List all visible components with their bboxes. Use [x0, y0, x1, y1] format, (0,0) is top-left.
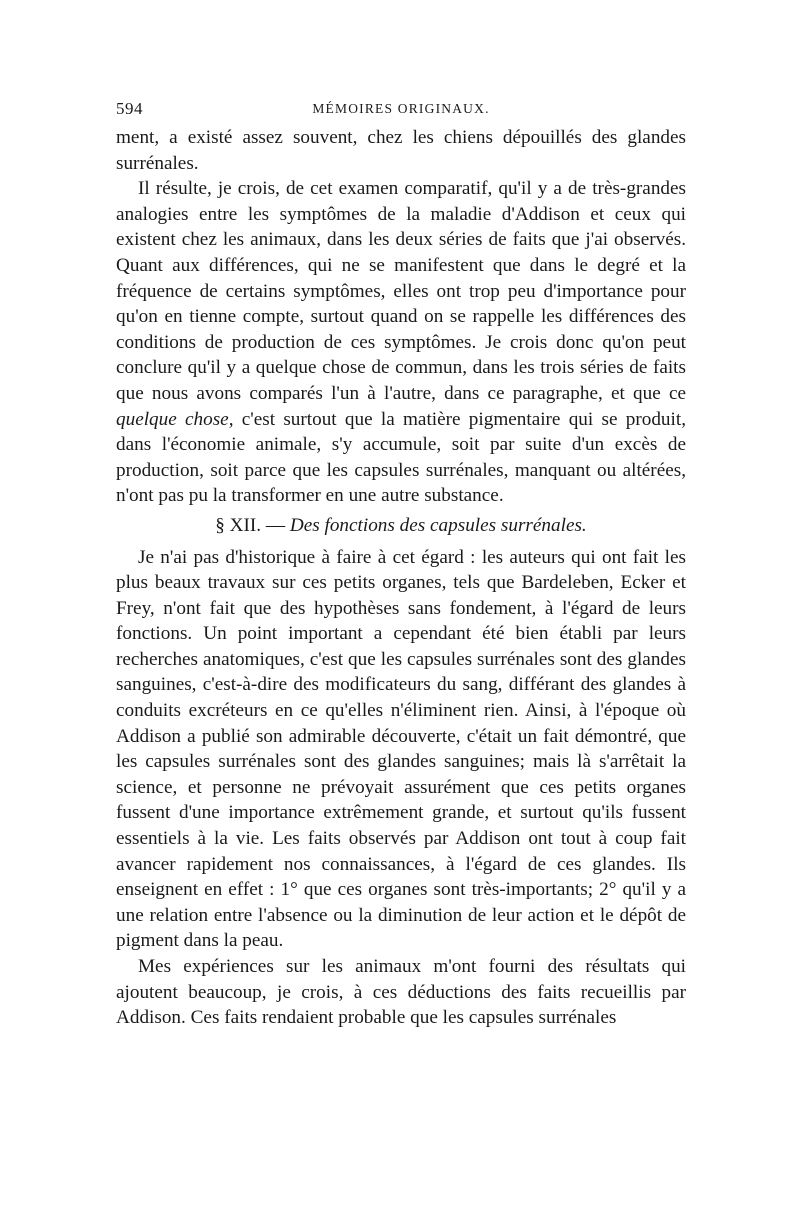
paragraph-continued: ment, a existé assez souvent, chez les chiens dépouillés des glandes surrénales. — [116, 127, 686, 174]
paragraph-comparison-start: Il résulte, je crois, de cet examen comparatif, qu'il y a de très-grandes analogies entre les symptômes de la maladie d'Addison et ceux qui existent chez les animaux, dans les deux séries de faits que j'ai observés. Quant aux différences, qui ne se manifestent que dans le degré et la fréquence de certains symptômes, elles ont trop peu d'importance pour qu'on en tienne compte, surtout quand on se rappelle les différences des conditions de production de ces symptômes. Je crois donc qu'on peut conclure qu'il y a quelque chose de commun, dans les trois séries de faits que nous avons comparés l'un à l'autre, dans ce paragraphe, et que ce — [116, 178, 686, 404]
paragraph-history: Je n'ai pas d'historique à faire à cet égard : les auteurs qui ont fait les plus beaux travaux sur ces petits organes, tels que Bardeleben, Ecker et Frey, n'ont fait que des hypothèses sans fondement, à l'égard de leurs fonctions. Un point important a cependant été bien établi par leurs recherches anatomiques, c'est que les capsules surrénales sont des glandes sanguines, c'est-à-dire des modificateurs du sang, différant des glandes à conduits excréteurs en ce qu'elles n'éliminent rien. Ainsi, à l'époque où Addison a publié son admirable découverte, c'était un fait démontré, que les capsules surrénales sont des glandes sanguines; mais là s'arrêtait la science, et personne ne prévoyait assurément que ces petits organes fussent d'une importance extrêmement grande, et surtout qu'ils fussent essentiels à la vie. Les faits observés par Addison ont tout à coup fait avancer rapidement nos connaissances, à l'égard de ces glandes. Ils enseignent en effet : 1° que ces organes sont très-importants; 2° qu'il y a une relation entre l'absence ou la diminution de leur action et le dépôt de pigment dans la peau. — [116, 546, 686, 952]
section-heading — [116, 513, 686, 539]
paragraph-experiments: Mes expériences sur les animaux m'ont fourni des résultats qui ajoutent beaucoup, je crois, à ces déductions des faits recueillis par Addison. Ces faits rendaient probable que les capsules surrénales — [116, 956, 686, 1029]
section-number: § XII. — — [215, 514, 290, 536]
running-title: MÉMOIRES ORIGINAUX. — [312, 101, 490, 116]
section-title: Des fonctions des capsules surrénales. — [289, 514, 587, 536]
paragraph-comparison-emphasis: quelque chose, — [116, 408, 234, 430]
paragraph-comparison — [116, 176, 686, 509]
paragraph-comparison-end: c'est surtout que la matière pigmentaire qui se produit, dans l'économie animale, s'y accumule, soit par suite d'un excès de production, soit parce que les capsules surrénales, manquant ou altérées, n'ont pas pu la transformer en une autre substance. — [116, 408, 686, 507]
running-header — [116, 95, 686, 125]
body-text — [116, 125, 686, 1031]
book-page — [116, 95, 686, 1031]
page-number: 594 — [116, 99, 143, 118]
